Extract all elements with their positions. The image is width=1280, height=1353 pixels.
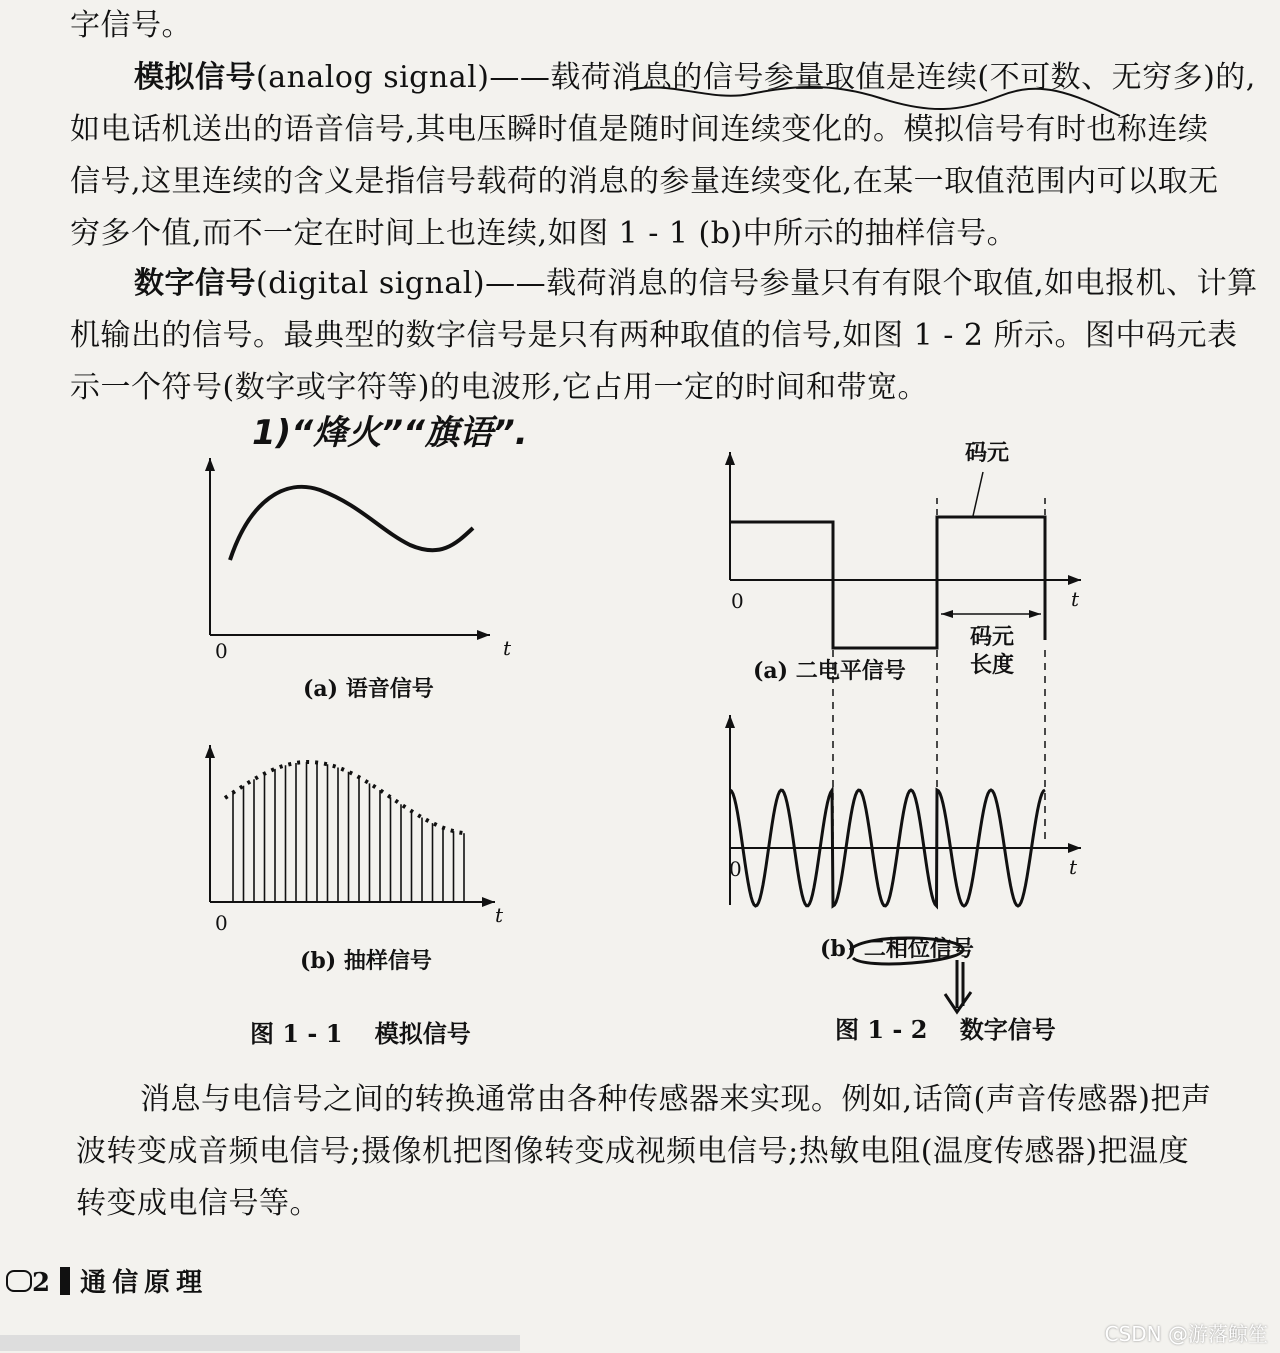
text-line: 如电话机送出的语音信号,其电压瞬时值是随时间连续变化的。模拟信号有时也称连续 bbox=[70, 112, 1209, 147]
text-line: 信号,这里连续的含义是指信号载荷的消息的参量连续变化,在某一取值范围内可以取无 bbox=[70, 164, 1219, 199]
subfigure-label: (a) 二电平信号 bbox=[753, 658, 906, 684]
x-axis-arrow bbox=[1068, 843, 1081, 853]
origin-label: 0 bbox=[731, 589, 744, 613]
t-label: t bbox=[1071, 587, 1080, 611]
text-line: 转变成电信号等。 bbox=[76, 1186, 320, 1221]
x-axis-arrow bbox=[1068, 575, 1081, 585]
symbol-length-label: 长度 bbox=[970, 652, 1015, 678]
dimension-arrow bbox=[1029, 610, 1041, 618]
text-line: 字信号。 bbox=[70, 8, 192, 43]
text-line: 波转变成音频电信号;摄像机把图像转变成视频电信号;热敏电阻(温度传感器)把温度 bbox=[76, 1134, 1190, 1169]
sample-lines bbox=[233, 762, 464, 902]
page-edge bbox=[0, 1335, 520, 1351]
origin-label: 0 bbox=[215, 911, 228, 935]
page-number-box bbox=[6, 1270, 32, 1292]
text-line: 消息与电信号之间的转换通常由各种传感器来实现。例如,话筒(声音传感器)把声 bbox=[140, 1082, 1212, 1117]
t-label: t bbox=[495, 903, 504, 927]
subfigure-label: (b) 抽样信号 bbox=[300, 948, 432, 974]
sampled-envelope bbox=[225, 762, 468, 834]
origin-label: 0 bbox=[215, 639, 228, 663]
y-axis-arrow bbox=[725, 452, 735, 465]
symbol-label: 码元 bbox=[965, 440, 1010, 466]
book-title: 通信原理 bbox=[80, 1268, 209, 1298]
subfigure-label: (a) 语音信号 bbox=[303, 676, 434, 702]
origin-label: 0 bbox=[729, 857, 742, 881]
text-run: (digital signal)——载荷消息的信号参量只有有限个取值,如电报机、计算 bbox=[256, 266, 1258, 301]
text-line: 机输出的信号。最典型的数字信号是只有两种取值的信号,如图 1 - 2 所示。图中码元表 bbox=[70, 318, 1238, 353]
symbol-length-label: 码元 bbox=[970, 624, 1015, 650]
text-run: (analog signal)——载荷消息的信号参量取值是连续(不可数、无穷多)的, bbox=[256, 60, 1256, 95]
dimension-arrow bbox=[941, 610, 953, 618]
x-axis-arrow bbox=[477, 630, 490, 640]
watermark: CSDN @游落鲸笙 bbox=[1104, 1322, 1268, 1346]
term-analog: 模拟信号 bbox=[134, 60, 256, 95]
text-line bbox=[70, 258, 1270, 310]
text-line: 穷多个值,而不一定在时间上也连续,如图 1 - 1 (b)中所示的抽样信号。 bbox=[70, 216, 1018, 251]
page-footer bbox=[6, 1262, 208, 1299]
figure-1-2-caption: 图 1 - 2 数字信号 bbox=[835, 1015, 1056, 1044]
handwritten-underline bbox=[600, 72, 1160, 132]
paragraph-sensors bbox=[76, 1074, 1276, 1230]
footer-bar bbox=[60, 1267, 70, 1295]
y-axis-arrow bbox=[725, 715, 735, 728]
handwritten-arrow bbox=[935, 958, 985, 1018]
page-number: 2 bbox=[32, 1268, 57, 1298]
t-label: t bbox=[1069, 855, 1078, 879]
y-axis-arrow bbox=[205, 745, 215, 758]
x-axis-arrow bbox=[482, 897, 495, 907]
figure-1-1a bbox=[195, 450, 515, 710]
subfigure-label: (b) 二相位信号 bbox=[820, 936, 974, 962]
figure-1-2b bbox=[715, 700, 1095, 980]
figure-1-1b bbox=[195, 740, 515, 980]
y-axis-arrow bbox=[205, 458, 215, 471]
speech-waveform bbox=[230, 487, 473, 560]
figure-1-1-caption: 图 1 - 1 模拟信号 bbox=[250, 1019, 471, 1048]
leader-line bbox=[973, 472, 983, 516]
term-digital: 数字信号 bbox=[134, 266, 256, 301]
t-label: t bbox=[503, 636, 512, 660]
text-line: 示一个符号(数字或字符等)的电波形,它占用一定的时间和带宽。 bbox=[70, 370, 928, 405]
paragraph-digital bbox=[70, 258, 1270, 414]
handwritten-note: 1)“烽火”“旗语”. bbox=[252, 413, 528, 453]
